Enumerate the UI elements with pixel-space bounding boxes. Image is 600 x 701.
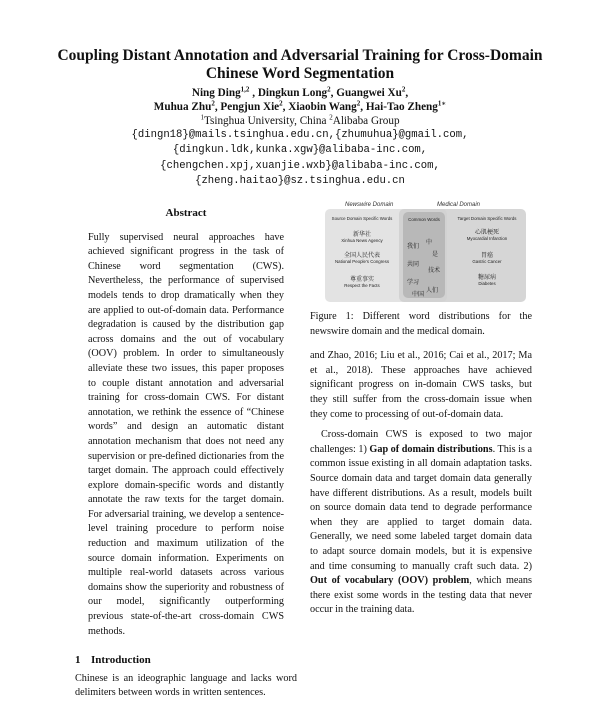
source-word: 尊重事实 Respect the Facts <box>344 277 380 289</box>
common-word: 技术 <box>428 268 441 274</box>
common-word: 我们 <box>407 244 420 250</box>
affiliation-1: Tsinghua University, China <box>203 115 327 127</box>
author-line-1: Ning Ding$^{1,2}$ , Dingkun Long$^2$, Guangwei Xu$^2$, <box>191 85 409 99</box>
common-word: 共同 <box>407 262 420 268</box>
challenge-1: Gap of domain distributions <box>369 443 493 455</box>
affiliation-2: Alibaba Group <box>332 115 400 127</box>
newswire-domain-label: Newswire Domain <box>345 202 394 208</box>
medical-domain-label: Medical Domain <box>437 202 481 208</box>
source-word: 新华社 Xinhua News Agency <box>341 232 383 244</box>
author-sup: 2 <box>356 99 361 108</box>
figure-1 <box>315 198 527 302</box>
title-line-1: Coupling Distant Annotation and Adversarial Training for Cross-Domain <box>57 47 543 64</box>
target-word: 糖尿病 Diabetes <box>477 275 496 287</box>
email-line[interactable]: {dingn18}@mails.tsinghua.edu.cn,{zhumuhua}@gmail.com, <box>131 129 469 141</box>
common-word: 中 <box>426 240 433 246</box>
abstract-body: Fully supervised neural approaches have achieved significant progress in the task of Chinese word segmentation (CWS). Nevertheless, the performance of supervised models tends to drop dramatically when they are applied to out-of-domain data. Performance degradation is caused by the distribution gap across domains and the out of vocabulary (OOV) problem. In order to simultaneously alleviate these two issues, this paper proposes to couple distant annotation and adversarial training for cross-domain CWS. For distant annotation, we rethink the essence of “Chinese words” and design an automatic distant annotation mechanism that does not need any supervision or pre-defined dictionaries from the target domain. The approach could effectively explore domain-specific words and distantly annotate the raw texts for the target domain. For adversarial training, we develop a sentence-level training procedure to perform noise reduction and maximum utilization of the source domain information. Experiments on multiple real-world datasets across various domains show the superiority and robustness of our model, significantly outperforming previous state-of-the-art cross-domain CWS methods. <box>88 231 284 637</box>
source-word: 全国人民代表 National People's Congress <box>334 253 390 265</box>
common-word: 中国 <box>412 292 425 298</box>
author-sup: 2 <box>327 85 331 94</box>
email-line[interactable]: {chengchen.xpj,xuanjie.wxb}@alibaba-inc.com, <box>160 159 440 172</box>
title-line-2: Chinese Word Segmentation <box>205 65 395 82</box>
intro-paragraph: Chinese is an ideographic language and lacks word delimiters between words in written sentences. <box>75 672 297 699</box>
common-word: 学习 <box>407 280 420 286</box>
section-title: Introduction <box>91 654 151 667</box>
section-heading-introduction <box>75 653 297 668</box>
author-line-2: Muhua Zhu$^2$, Pengjun Xie$^2$, Xiaobin Wang$^2$, Hai-Tao Zheng$^{1∗}$ <box>153 99 447 113</box>
email-line[interactable]: {zheng.haitao}@sz.tsinghua.edu.cn <box>195 174 405 187</box>
email-line[interactable]: {dingkun.ldk,kunka.xgw}@alibaba-inc.com, <box>172 144 428 157</box>
section-number: 1 <box>75 654 81 667</box>
author-sup: 1∗ <box>437 99 447 108</box>
email-block <box>40 128 560 189</box>
author-sup: 2 <box>401 85 406 94</box>
author-block <box>40 86 560 189</box>
abstract-heading: Abstract <box>165 207 207 219</box>
author-name: Muhua Zhu <box>153 101 212 113</box>
figure-caption: Figure 1: Different word distributions for the newswire domain and the medical domain. <box>310 311 532 337</box>
author-name: Dingkun Long <box>257 87 328 99</box>
author-name: Guangwei Xu <box>336 87 402 99</box>
right-column <box>310 198 532 618</box>
author-sup: 2 <box>211 99 215 108</box>
author-sup: 1,2 <box>240 85 250 94</box>
author-name: Xiaobin Wang <box>288 101 357 113</box>
target-word: 心肌梗死 Myocardial Infarction <box>466 230 508 242</box>
left-column <box>75 206 297 701</box>
author-name: Ning Ding <box>191 87 241 99</box>
source-domain-title: Source Domain Specific Words <box>331 216 393 221</box>
challenge-2: Out of vocabulary (OOV) problem <box>310 575 470 587</box>
right-paragraph-1: and Zhao, 2016; Liu et al., 2016; Cai et al., 2017; Ma et al., 2018). These approaches have achieved significant progress on in-domain CWS tasks, but they still suffer from the cross-domain issue when they come to processing of out-of-domain data. <box>310 350 532 420</box>
target-domain-title: Target Domain Specific Words <box>457 216 517 221</box>
author-sup: 2 <box>279 99 283 108</box>
common-word: 是 <box>432 252 439 258</box>
common-word: 人们 <box>426 288 439 294</box>
target-word: 胃癌 Gastric Cancer <box>472 253 502 265</box>
author-name: Pengjun Xie <box>220 101 280 113</box>
common-words-title: Common Words <box>408 217 440 222</box>
right-paragraph-2: Cross-domain CWS is exposed to two major challenges: 1) Gap of domain distributions. This is a common issue existing in all domain adaptation tasks. Source domain data and target domain data generally have different distributions. As a result, models built on source domain data tend to degrade performance when they are applied to target domain data. Generally, we need some labeled target domain data to adapt source domain models, but it is expensive and time consuming to manually craft such data. 2) Out of vocabulary (OOV) problem, which means there exist some words in the testing data that never occur in the training data. <box>310 429 532 616</box>
author-name: Hai-Tao Zheng <box>365 101 438 113</box>
affiliations: $^1$Tsinghua University, China $^2$Alibaba Group <box>200 113 400 127</box>
paper-title <box>40 47 560 83</box>
